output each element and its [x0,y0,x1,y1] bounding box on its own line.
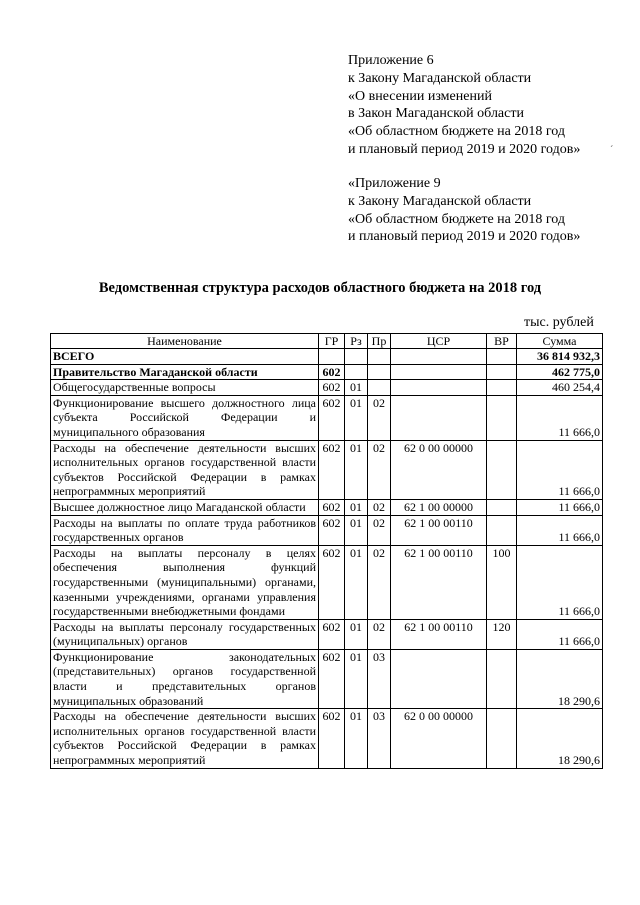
row-sum: 11 666,0 [517,545,603,619]
row-vr [487,364,517,380]
row-sum: 11 666,0 [517,440,603,499]
row-pr: 03 [368,709,391,768]
row-vr [487,499,517,515]
table-row [51,515,603,545]
appendix-line: и плановый период 2019 и 2020 годов» [348,141,581,157]
row-pr: 02 [368,545,391,619]
budget-table [50,333,603,769]
table-row [51,380,603,396]
table-row [51,545,603,619]
table-row [51,440,603,499]
appendix-line: к Закону Магаданской области [348,70,532,86]
column-header-pr: Пр [368,334,391,349]
row-csr: 62 0 00 00000 [391,709,487,768]
appendix-9-header [348,175,580,246]
row-vr [487,349,517,365]
row-sum: 18 290,6 [517,649,603,708]
row-vr [487,649,517,708]
row-csr [391,380,487,396]
column-header-name: Наименование [51,334,319,349]
appendix-line: «Об областном бюджете на 2018 год [348,124,565,140]
row-csr [391,649,487,708]
scan-mark: ´ [610,145,614,156]
row-vr: 100 [487,545,517,619]
row-csr: 62 1 00 00110 [391,515,487,545]
row-csr [391,349,487,365]
appendix-6-header [348,52,580,159]
row-sum: 11 666,0 [517,499,603,515]
row-pr: 02 [368,619,391,649]
row-name: Расходы на обеспечение деятельности высших исполнительных органов государственной власти субъектов Российской Федерации в рамках непрограммных мероприятий [51,440,319,499]
row-sum: 36 814 932,3 [517,349,603,365]
table-row [51,364,603,380]
appendix-line: «О внесении изменений [348,88,492,104]
row-gr: 602 [319,395,345,440]
row-rz: 01 [345,380,368,396]
row-gr: 602 [319,364,345,380]
row-rz: 01 [345,709,368,768]
row-gr [319,349,345,365]
column-header-csr: ЦСР [391,334,487,349]
column-header-vr: ВР [487,334,517,349]
appendix-line: к Закону Магаданской области [348,193,532,209]
row-vr [487,709,517,768]
row-csr: 62 1 00 00110 [391,545,487,619]
row-sum: 11 666,0 [517,619,603,649]
column-header-rz: Рз [345,334,368,349]
row-csr: 62 1 00 00000 [391,499,487,515]
appendix-line: в Закон Магаданской области [348,106,524,122]
row-rz: 01 [345,499,368,515]
row-pr: 02 [368,515,391,545]
row-name: Расходы на выплаты по оплате труда работников государственных органов [51,515,319,545]
row-rz: 01 [345,395,368,440]
row-rz [345,349,368,365]
appendix-line: «Об областном бюджете на 2018 год [348,211,565,227]
row-sum: 18 290,6 [517,709,603,768]
table-row [51,349,603,365]
table-row [51,499,603,515]
row-rz: 01 [345,619,368,649]
row-pr [368,364,391,380]
row-vr [487,395,517,440]
row-pr: 02 [368,440,391,499]
row-name: ВСЕГО [51,349,319,365]
table-row [51,649,603,708]
row-csr [391,395,487,440]
row-vr: 120 [487,619,517,649]
row-gr: 602 [319,380,345,396]
row-gr: 602 [319,649,345,708]
table-row [51,619,603,649]
row-name: Высшее должностное лицо Магаданской области [51,499,319,515]
row-pr: 02 [368,499,391,515]
row-csr: 62 1 00 00110 [391,619,487,649]
row-name: Правительство Магаданской области [51,364,319,380]
row-rz: 01 [345,440,368,499]
row-vr [487,380,517,396]
row-gr: 602 [319,709,345,768]
column-header-gr: ГР [319,334,345,349]
row-sum: 460 254,4 [517,380,603,396]
row-sum: 462 775,0 [517,364,603,380]
table-header-row [51,334,603,349]
row-pr [368,349,391,365]
row-vr [487,515,517,545]
column-header-sum: Сумма [517,334,603,349]
row-name: Расходы на выплаты персоналу в целях обеспечения выполнения функций государственными (муниципальными) органами, казенными учреждениями, органами управления государственными внебюджетными фондами [51,545,319,619]
row-name: Расходы на обеспечение деятельности высших исполнительных органов государственной власти субъектов Российской Федерации в рамках непрограммных мероприятий [51,709,319,768]
row-sum: 11 666,0 [517,515,603,545]
table-row [51,395,603,440]
row-gr: 602 [319,545,345,619]
appendix-line: «Приложение 9 [348,176,441,191]
row-name: Общегосударственные вопросы [51,380,319,396]
table-row [51,709,603,768]
row-pr [368,380,391,396]
document-title: Ведомственная структура расходов областного бюджета на 2018 год [98,280,542,296]
row-vr [487,440,517,499]
row-gr: 602 [319,440,345,499]
row-rz: 01 [345,515,368,545]
row-rz [345,364,368,380]
row-name: Расходы на выплаты персоналу государственных (муниципальных) органов [51,619,319,649]
units-label: тыс. рублей [524,315,594,330]
row-rz: 01 [345,545,368,619]
row-pr: 03 [368,649,391,708]
row-rz: 01 [345,649,368,708]
row-gr: 602 [319,619,345,649]
row-csr [391,364,487,380]
row-name: Функционирование высшего должностного лица субъекта Российской Федерации и муниципального образования [51,395,319,440]
row-name: Функционирование законодательных (представительных) органов государственной власти и представительных органов муниципальных образований [51,649,319,708]
row-sum: 11 666,0 [517,395,603,440]
row-pr: 02 [368,395,391,440]
row-gr: 602 [319,515,345,545]
appendix-line: и плановый период 2019 и 2020 годов» [348,229,581,245]
row-csr: 62 0 00 00000 [391,440,487,499]
appendix-line: Приложение 6 [348,53,434,68]
row-gr: 602 [319,499,345,515]
